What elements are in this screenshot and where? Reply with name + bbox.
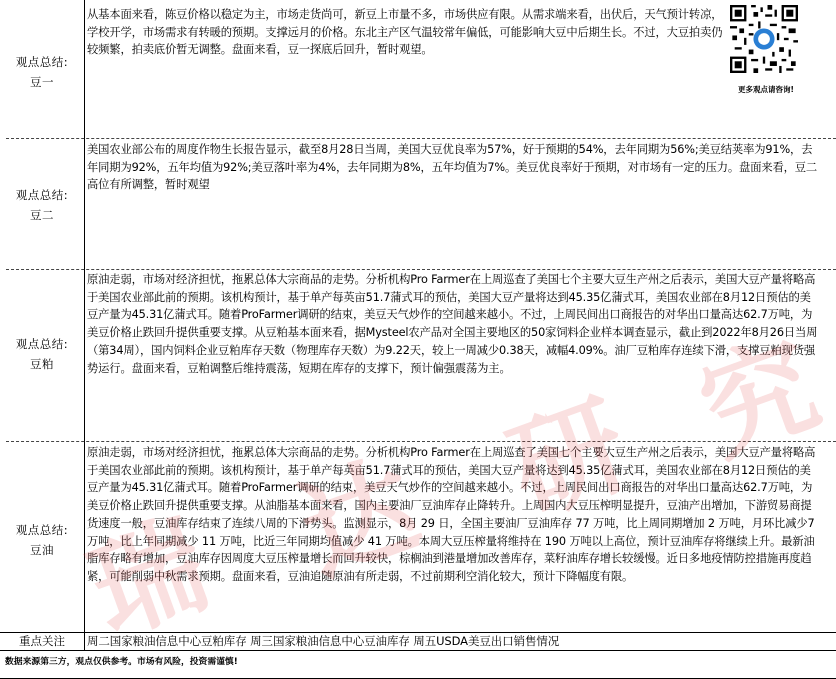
- section-text-doupo: 原油走弱，市场对经济担忧，拖累总体大宗商品的走势。分析机构Pro Farmer在上周巡查了美国七个主要大豆生产州之后表示，美国大豆产量将略高于美国农业部此前的预期。该机构预计，基于单产每英亩51.7蒲式耳的预估，美国大豆产量将达到45.35亿蒲式耳，美国农业部在8月12日预估的美豆产量为45.31亿蒲式耳。随着ProFarmer调研的结束，美豆天气炒作的空间越来越小。不过，上周民间出口商报告的对华出口量高达62.7万吨，为美豆价格止跌回升提供重要支撑。从豆粕基本面来看，据Mysteel农产品对全国主要地区的50家饲料企业样本调查显示，截止到2022年8月26日当周（第34周），国内饲料企业豆粕库存天数（物理库存天数）为9.22天，较上一周减少0.38天，减幅4.09%。油厂豆粕库存连续下滑，支撑豆粕现货强势运行。盘面来看，豆粕调整后维持震荡，短期在库存的支撑下，预计偏强震荡为主。: [87, 273, 818, 375]
- row-divider: [6, 269, 836, 270]
- row-divider: [6, 138, 836, 139]
- column-divider: [84, 0, 85, 650]
- section-label-product: 豆二: [30, 208, 54, 222]
- watermark-char: 研: [494, 378, 645, 540]
- row-divider: [0, 650, 836, 651]
- section-label-title: 观点总结:: [15, 55, 69, 69]
- focus-label: 重点关注: [19, 634, 65, 648]
- section-label-douer: [0, 185, 84, 225]
- section-label-douyi: [0, 52, 84, 92]
- qr-caption: 更多观点请咨询!: [738, 85, 794, 94]
- qr-code-icon: [730, 5, 798, 73]
- watermark-char: 瑞: [74, 498, 225, 660]
- row-divider: [6, 441, 836, 442]
- section-text-douer: 美国农业部公布的周度作物生长报告显示，截至8月28日当周，美国大豆优良率为57%，好于预期的54%，去年同期为56%;美豆结荚率为91%，去年同期为92%，五年均值为92%;美豆落叶率为4%，去年同期为8%，五年均值为7%。美豆优良率好于预期，对市场有一定的压力。盘面来看，豆二高位有所调整，暂时观望: [87, 143, 818, 192]
- watermark-char: 达: [284, 438, 435, 600]
- section-label-product: 豆一: [30, 75, 54, 89]
- section-label-title: 观点总结:: [15, 337, 69, 351]
- focus-text: 周二国家粮油信息中心豆粕库存 周三国家粮油信息中心豆油库存 周五USDA美豆出口销售情况: [87, 634, 560, 648]
- section-text-douyi: 从基本面来看，陈豆价格以稳定为主，市场走货尚可，新豆上市量不多，市场供应有限。从需求端来看，出伏后，天气预计转凉，学校开学，市场需求有转暖的预期。支撑远月的价格。东北主产区气温较常年偏低，可能影响大豆中后期生长。不过，大豆拍卖仍较频繁，拍卖底价暂无调整。盘面来看，豆一探底后回升，暂时观望。: [87, 8, 723, 57]
- disclaimer-footer: 数据来源第三方，观点仅供参考。市场有风险，投资需谨慎!: [5, 657, 238, 667]
- section-label-doupo: [0, 334, 84, 374]
- section-label-product: 豆油: [30, 543, 54, 557]
- section-label-title: 观点总结:: [15, 523, 69, 537]
- section-label-douyou: [0, 520, 84, 560]
- section-label-product: 豆粕: [30, 357, 54, 371]
- section-label-title: 观点总结:: [15, 188, 69, 202]
- watermark-char: 究: [684, 318, 835, 480]
- section-text-douyou: 原油走弱，市场对经济担忧，拖累总体大宗商品的走势。分析机构Pro Farmer在上周巡查了美国七个主要大豆生产州之后表示，美国大豆产量将略高于美国农业部此前的预期。该机构预计，基于单产每英亩51.7蒲式耳的预估，美国大豆产量将达到45.35亿蒲式耳，美国农业部在8月12日预估的美豆产量为45.31亿蒲式耳。随着ProFarmer调研的结束，美豆天气炒作的空间越来越小。不过，上周民间出口商报告的对华出口量高达62.7万吨，为美豆价格止跌回升提供重要支撑。从油脂基本面来看，国内主要油厂豆油库存止降转升。上周国内大豆压榨明显提升，豆油产出增加，下游贸易商提货速度一般，豆油库存结束了连续八周的下滑势头。监测显示，8月 29 日，全国主要油厂豆油库存 77 万吨，比上周同期增加 2 万吨，月环比减少7 万吨，比上年同期减少 11 万吨，比近三年同期均值减少 41 万吨。本周大豆压榨量将维持在 190 万吨以上高位，预计豆油库存将继续上升。最新油脂库存略有增加，豆油库存因周度大豆压榨量增长而回升较快，棕榈油到港量增加改善库存，菜籽油库存增长较缓慢。近日多地疫情防控措施再度趋紧，可能削弱中秋需求预期。盘面来看，豆油追随原油有所走弱，不过前期利空消化较大，预计下降幅度有限。: [87, 446, 816, 583]
